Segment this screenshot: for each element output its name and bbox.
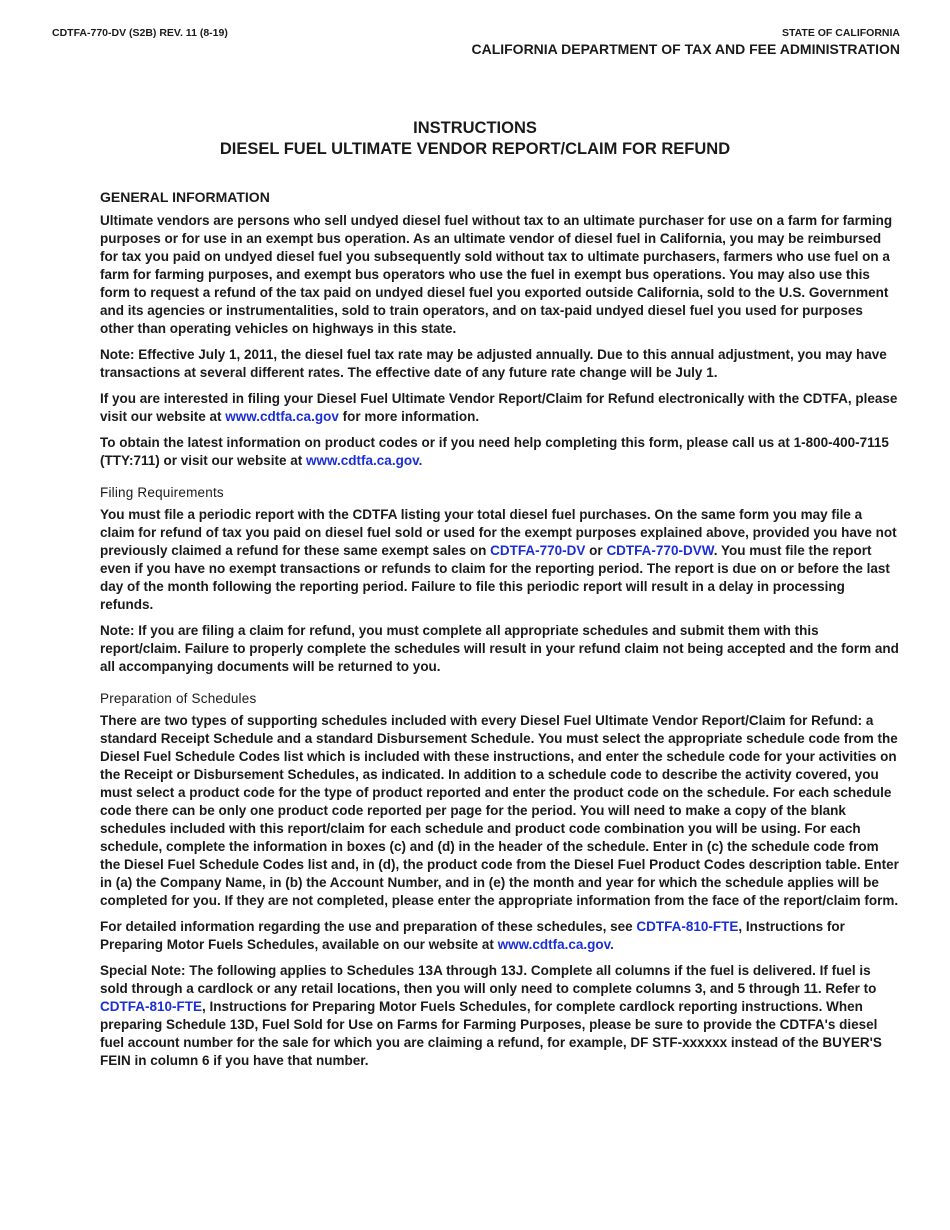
- website-link[interactable]: www.cdtfa.ca.gov.: [306, 453, 423, 468]
- text-span: for more information.: [338, 409, 480, 424]
- section-heading-preparation: Preparation of Schedules: [100, 691, 257, 706]
- department-name: CALIFORNIA DEPARTMENT OF TAX AND FEE ADMINISTRATION: [471, 41, 900, 57]
- website-link[interactable]: www.cdtfa.ca.gov: [225, 409, 339, 424]
- preparation-paragraph-2: [100, 918, 900, 954]
- text-span: Special Note: The following applies to Schedules 13A through 13J. Complete all columns if the fuel is delivered. If fuel is sold through a cardlock or any retail locations, then you will only need to complete columns 3, and 5 through 11. Refer to: [100, 963, 877, 996]
- text-span: , Instructions for Preparing Motor Fuels Schedules, for complete cardlock reporting instructions. When preparing Schedule 13D, Fuel Sold for Use on Farms for Farming Purposes, please be sure to provide the CDTFA's diesel fuel account number for the sale for which you are claiming a refund, for example, DF STF-xxxxxx instead of the BUYER'S FEIN in column 6 if you have that number.: [100, 999, 882, 1068]
- general-paragraph-3: [100, 390, 900, 426]
- form-link-810-fte[interactable]: CDTFA-810-FTE: [636, 919, 739, 934]
- preparation-paragraph-1: There are two types of supporting schedules included with every Diesel Fuel Ultimate Vendor Report/Claim for Refund: a standard Receipt Schedule and a standard Disbursement Schedule. You must select the appropriate schedule code from the Diesel Fuel Schedule Codes list which is included with these instructions, and enter the schedule code for your activities on the Receipt or Disbursement Schedules, as indicated. In addition to a schedule code to describe the activity covered, you must select a product code for the type of product reported and enter the product code on the schedule. For each schedule code there can be only one product code reported per page for the period. You will need to make a copy of the blank schedules included with this report/claim for each schedule and product code combination you will be using. For each schedule, complete the information in boxes (c) and (d) in the header of the schedule. Enter in (c) the schedule code from the Diesel Fuel Schedule Codes list and, in (d), the product code from the Diesel Fuel Product Codes description table. Enter in (a) the Company Name, in (b) the Account Number, and in (e) the month and year for which the schedule applies will be completed for you. If they are not completed, please enter the appropriate information from the face of the report/claim form.: [100, 713, 899, 908]
- text-span: , Instructions for Preparing Motor Fuels Schedules, available on our website at: [100, 919, 845, 952]
- form-id: CDTFA-770-DV (S2B) REV. 11 (8-19): [52, 27, 228, 39]
- text-span: or: [585, 543, 607, 558]
- text-span: For detailed information regarding the use and preparation of these schedules, see: [100, 919, 637, 934]
- form-link-770-dv[interactable]: CDTFA-770-DV: [490, 543, 586, 558]
- text-span: To obtain the latest information on product codes or if you need help completing this form, please call us at 1-800-400-7115 (TTY:711) or visit our website at: [100, 435, 889, 468]
- general-paragraph-2: Note: Effective July 1, 2011, the diesel fuel tax rate may be adjusted annually. Due to this annual adjustment, you may have transactions at several different rates. The effective date of any future rate change will be July 1.: [100, 347, 887, 380]
- section-heading-general: GENERAL INFORMATION: [100, 189, 270, 205]
- title-line-1: INSTRUCTIONS: [413, 119, 537, 137]
- text-span: If you are interested in filing your Diesel Fuel Ultimate Vendor Report/Claim for Refund electronically with the CDTFA, please visit our website at: [100, 391, 898, 424]
- filing-paragraph-2: Note: If you are filing a claim for refund, you must complete all appropriate schedules and submit them with this report/claim. Failure to properly complete the schedules will result in your refund claim not being accepted and the form and all accompanying documents will be returned to you.: [100, 623, 899, 674]
- general-paragraph-4: [100, 434, 900, 470]
- document-title: [0, 118, 950, 160]
- document-body: [100, 188, 900, 1078]
- section-heading-filing: Filing Requirements: [100, 485, 224, 500]
- preparation-paragraph-3: [100, 962, 900, 1070]
- text-span: . You must file the report even if you have no exempt transactions or refunds to claim for the reporting period. The report is due on or before the last day of the month following the reporting period. Failure to file this periodic report will result in a delay in processing refunds.: [100, 543, 890, 612]
- text-span: You must file a periodic report with the CDTFA listing your total diesel fuel purchases. On the same form you may file a claim for refund of tax you paid on diesel fuel sold or used for the exempt purposes explained above, provided you have not previously claimed a refund for these same exempt sales on: [100, 507, 897, 558]
- form-link-810-fte[interactable]: CDTFA-810-FTE: [100, 999, 203, 1014]
- website-link[interactable]: www.cdtfa.ca.gov.: [497, 937, 614, 952]
- state-label: STATE OF CALIFORNIA: [781, 27, 900, 39]
- form-link-770-dvw[interactable]: CDTFA-770-DVW: [606, 543, 714, 558]
- general-paragraph-1: Ultimate vendors are persons who sell undyed diesel fuel without tax to an ultimate purchaser for use on a farm for farming purposes or for use in an exempt bus operation. As an ultimate vendor of diesel fuel in California, you may be reimbursed for tax you paid on undyed diesel fuel you subsequently sold without tax to ultimate purchasers, farmers who use fuel on a farm for farming purposes, and exempt bus operators who use the fuel in exempt bus operations. You may also use this form to request a refund of the tax paid on undyed diesel fuel you exported outside California, sold to the U.S. Government and its agencies or instrumentalities, sold to train operators, and on tax-paid undyed diesel fuel you used for purposes other than operating vehicles on highways in this state.: [100, 213, 893, 336]
- title-line-2: DIESEL FUEL ULTIMATE VENDOR REPORT/CLAIM FOR REFUND: [219, 140, 731, 158]
- filing-paragraph-1: [100, 506, 900, 614]
